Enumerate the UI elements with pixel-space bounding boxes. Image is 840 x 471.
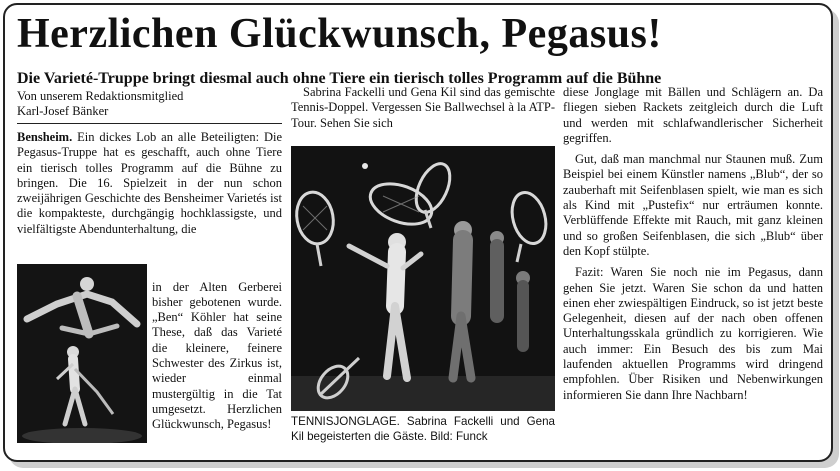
paragraph-3: diese Jonglage mit Bällen und Schlägern an. Da fliegen sieben Rackets zeitgleich durch die Luft und werden mit schlafwandlerischer Sicherheit gegriffen. [563,85,823,145]
photo-acrobats [17,264,147,443]
paragraph-2: Sabrina Fackelli und Gena Kil sind das gemischte Tennis-Doppel. Vergessen Sie Ballwechsel à la ATP-Tour. Sehen Sie sich [291,85,555,130]
newspaper-clipping [3,3,833,462]
caption-tag: TENNISJONGLAGE. [291,415,400,428]
column-1 [17,130,282,237]
byline-author: Karl-Josef Bänker [17,104,109,118]
column-3 [563,85,823,403]
paragraph-5: Fazit: Waren Sie noch nie im Pegasus, dann gehen Sie jetzt. Waren Sie schon da und hatten einen eher zwiespältigen Eindruck, so ist jetzt beste Gelegenheit, diesen auf der nach oben offenen Unterhaltungsskala gründlich zu korrigieren. Wie auch immer: Ein Besuch des bis zum Mai laufenden aktuellen Programms wird dringend empfohlen. Über Risiken und Nebenwirkungen informieren Sie dann Ihre Nachbarn! [563,265,823,402]
photo-tennis-juggling [291,146,555,411]
paragraph-1-continued: in der Alten Gerberei bisher gebotenen wurde. „Ben“ Köhler hat seine These, daß das Varieté die kleinere, feinere Schwester des Zirkus ist, wieder einmal mustergültig in die Tat umgesetzt. Herzlichen Glückwunsch, Pegasus! [152,279,282,432]
byline-divider [17,123,282,124]
byline-line-1: Von unserem Redaktionsmitglied [17,89,184,103]
acrobat-photo-image [17,264,147,443]
byline [17,89,282,119]
tennis-juggling-photo-image [291,146,555,411]
photo-caption [291,415,555,444]
article-subheadline: Die Varieté-Truppe bringt diesmal auch ohne Tiere ein tierisch tolles Programm auf die Bühne [17,70,662,87]
article-headline: Herzlichen Glückwunsch, Pegasus! [17,11,662,57]
caption-text: Sabrina Fackelli und Gena Kil begeisterten die Gäste. Bild: Funck [291,415,555,443]
column-1-continued [152,267,282,445]
paragraph-1: Ein dickes Lob an alle Beteiligten: Die Pegasus-Truppe hat es geschafft, auch ohne Tiere ein tierisch tolles Programm auf die Bühne zu bringen. Die 16. Spielzeit in der nun schon zweijährigen Geschichte des Bensheimer Varietés ist die kompakteste, durchgängig hochklassigste, und vielfältigste Abendunterhaltung, die [17,130,283,236]
paragraph-4: Gut, daß man manchmal nur Staunen muß. Zum Beispiel bei einem Künstler namens „Blub“, der so zauberhaft mit Seifenblasen spielt, wie man es sich als Kind mit „Pustefix“ nur erträumen konnte. Verblüffende Effekte mit Rauch, mit ganz kleinen und so großen Seifenblasen, die sich „Blub“ über den Kopf stülpte. [563,152,823,258]
dateline: Bensheim. [17,130,73,144]
column-2 [291,85,555,131]
